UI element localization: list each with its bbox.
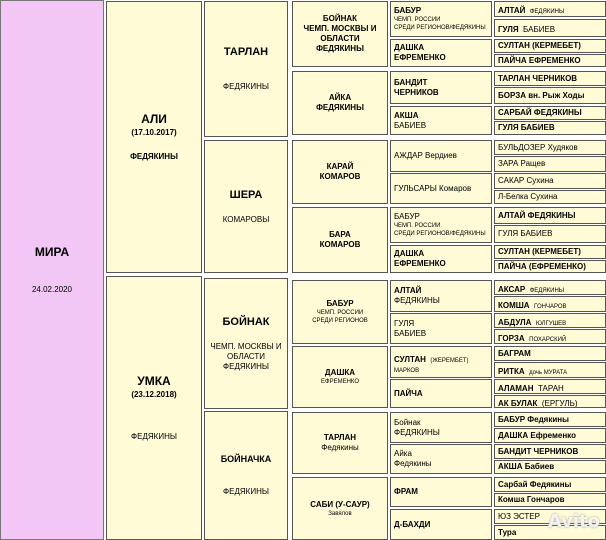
g5-18-owner: ГОНЧАРОВ [534, 304, 567, 310]
gp-tarlan-owner: ФЕДЯКИНЫ [223, 82, 269, 91]
g5-10 [494, 156, 606, 172]
g5-27 [494, 444, 606, 459]
g5-21 [494, 346, 606, 361]
g4-16-name: Д-БАХДИ [394, 519, 431, 529]
g5-22-owner: дочь МУРАТА [529, 370, 568, 376]
sire-owner: ФЕДЯКИНЫ [130, 152, 178, 161]
g5-20 [494, 329, 606, 344]
g5-17-name: АКСАР [498, 284, 526, 294]
subject-dob: 24.02.2020 [31, 285, 73, 294]
ggp-1-name: БОЙНАК [322, 14, 358, 23]
g4-1-title1: ЧЕМП. РОССИИ [394, 17, 441, 23]
g5-13-text: АЛТАЙ ФЕДЯКИНЫ [498, 210, 576, 220]
g4-15 [390, 477, 492, 507]
g5-20-owner: ПОХАРСКИЙ [529, 336, 567, 343]
g5-9-text: БУЛЬДОЗЕР Худяков [498, 142, 578, 152]
g5-17 [494, 280, 606, 295]
g4-4-name: АКША [394, 110, 419, 120]
ggp-6-owner: ЕФРЕМЕНКО [321, 379, 359, 385]
g4-11-row [394, 349, 469, 367]
sire-name: АЛИ [141, 112, 167, 126]
gp-shera-owner: КОМАРОВЫ [222, 214, 270, 224]
g4-11-suffix: (ЖЕРЕМБЕТ) [430, 358, 469, 364]
g5-4 [494, 54, 606, 67]
g5-17-row [498, 280, 564, 295]
g5-29-text: Сарбай Федякины [498, 479, 572, 489]
g5-15-text: СУЛТАН (КЕРМЕБЕТ) [498, 247, 581, 256]
g5-3-text: СУЛТАН (КЕРМЕБЕТ) [498, 41, 581, 50]
g4-7 [390, 207, 492, 243]
g5-11 [494, 173, 606, 189]
g4-1-name: БАБУР [394, 6, 422, 15]
g4-10 [390, 313, 492, 344]
g5-32-text: Тура [498, 527, 517, 537]
g5-19-row [498, 313, 566, 328]
ggp-5-title1: ЧЕМП. РОССИИ [316, 310, 364, 316]
g4-11-name: СУЛТАН [394, 355, 426, 364]
g5-23 [494, 379, 606, 394]
subject-cell [0, 0, 104, 540]
g5-2-row [498, 19, 555, 37]
g4-14-name: Айка [394, 449, 412, 458]
g5-2 [494, 19, 606, 37]
g4-8 [390, 245, 492, 273]
ggp-5-name: БАБУР [326, 299, 354, 308]
g5-10-text: ЗАРА Ращев [498, 159, 546, 168]
g5-24-name: АК БУЛАК [498, 398, 538, 408]
g4-12-name: ПАЙЧА [394, 388, 423, 398]
g4-13-name: Бойнак [394, 417, 421, 427]
g4-10-owner: БАБИЕВ [394, 328, 427, 338]
g5-18-row [498, 296, 567, 312]
g4-4 [390, 106, 492, 135]
g5-18 [494, 296, 606, 312]
gp-boynak-title1: ЧЕМП. МОСКВЫ И [210, 341, 282, 351]
g4-6-text: ГУЛЬСАРЫ Комаров [394, 183, 472, 193]
g5-19-owner: ЮЛГУШЕВ [535, 320, 567, 327]
g5-7-text: САРБАЙ ФЕДЯКИНЫ [498, 108, 582, 117]
g5-9 [494, 140, 606, 155]
g5-19 [494, 313, 606, 328]
g5-23-owner: ТАРАН [537, 383, 564, 393]
ggp-3-owner: КОМАРОВ [319, 172, 361, 181]
subject-name: МИРА [34, 245, 70, 259]
g5-8 [494, 121, 606, 135]
g5-2-owner: БАБИЕВ [523, 25, 556, 34]
gp-boynak-name: БОЙНАК [222, 315, 270, 328]
g5-1-row [498, 1, 564, 17]
g5-24 [494, 395, 606, 408]
g4-1 [390, 1, 492, 37]
g4-2-owner: ЕФРЕМЕНКО [394, 53, 446, 62]
sire-cell [106, 1, 202, 273]
g4-7-title2: СРЕДИ РЕГИОНОВ/ФЕДЯКИНЫ [394, 231, 486, 237]
g4-14 [390, 444, 492, 474]
g4-13-owner: ФЕДЯКИНЫ [394, 427, 440, 437]
g5-16 [494, 260, 606, 273]
g5-28-text: АКША Бабиев [498, 462, 555, 471]
g5-15 [494, 245, 606, 259]
g5-11-text: САКАР Сухина [498, 176, 554, 185]
g5-12-text: Л-Белка Сухина [498, 192, 558, 201]
dam-owner: ФЕДЯКИНЫ [131, 432, 177, 441]
gp-boynak-owner: ФЕДЯКИНЫ [223, 361, 269, 371]
ggp-8-name: САБИ (У-САУР) [310, 499, 370, 509]
g4-6 [390, 173, 492, 204]
g4-7-name: БАБУР [394, 212, 420, 221]
g4-9-name: АЛТАЙ [394, 286, 422, 295]
g4-2 [390, 39, 492, 67]
g5-30-text: Комша Гончаров [498, 495, 565, 504]
gp-boynachka-owner: ФЕДЯКИНЫ [223, 487, 269, 496]
avito-watermark: Avito [547, 511, 600, 532]
g4-3 [390, 71, 492, 104]
g5-2-name: ГУЛЯ [498, 25, 519, 34]
g5-17-owner: ФЕДЯКИНЫ [529, 287, 565, 294]
ggp-7-name: ТАРЛАН [323, 433, 357, 442]
g5-21-text: БАГРАМ [498, 348, 531, 358]
g4-13 [390, 412, 492, 443]
g5-12 [494, 190, 606, 204]
ggp-4-name: БАРА [329, 230, 351, 239]
dam-dob: (23.12.2018) [131, 390, 177, 399]
g5-26-text: ДАШКА Ефременко [498, 430, 576, 440]
g5-19-name: АБДУЛА [498, 317, 532, 327]
g4-3-owner: ЧЕРНИКОВ [394, 87, 439, 97]
g5-6 [494, 87, 606, 104]
sire-dob: (17.10.2017) [131, 128, 177, 137]
ggp-4 [292, 207, 388, 273]
g5-23-row [498, 379, 564, 394]
g4-9 [390, 280, 492, 312]
g5-7 [494, 106, 606, 120]
g4-5 [390, 140, 492, 172]
g4-4-owner: БАБИЕВ [394, 120, 427, 130]
ggp-7 [292, 412, 388, 474]
g5-30 [494, 493, 606, 507]
gp-boynachka [204, 411, 288, 540]
g5-25-text: БАБУР Федякины [498, 414, 569, 424]
ggp-4-owner: КОМАРОВ [319, 240, 361, 249]
gp-shera-name: ШЕРА [229, 188, 263, 201]
gp-boynak-title2: ОБЛАСТИ [226, 351, 266, 361]
g4-5-text: АЖДАР Вердиев [394, 151, 457, 160]
g5-4-text: ПАЙЧА ЕФРЕМЕНКО [498, 55, 581, 65]
g5-22-name: РИТКА [498, 367, 525, 376]
g5-20-name: ГОРЗА [498, 333, 525, 343]
g4-1-title2: СРЕДИ РЕГИОНОВ/ФЕДЯКИНЫ [394, 25, 486, 31]
g4-10-name: ГУЛЯ [394, 318, 415, 328]
g4-11-owner: МАРКОВ [394, 368, 420, 374]
g4-2-name: ДАШКА [394, 43, 425, 52]
g5-14 [494, 225, 606, 243]
ggp-1-title2: ОБЛАСТИ [320, 34, 360, 43]
g5-25 [494, 412, 606, 427]
ggp-3 [292, 140, 388, 204]
g5-24-row [498, 395, 578, 408]
g5-5-text: ТАРЛАН ЧЕРНИКОВ [498, 73, 578, 83]
dam-name: УМКА [137, 374, 171, 388]
g4-8-name: ДАШКА [394, 249, 425, 258]
g4-9-owner: ФЕДЯКИНЫ [394, 296, 440, 305]
ggp-1-title1: ЧЕМП. МОСКВЫ И [303, 24, 377, 33]
gp-boynak [204, 278, 288, 409]
g4-16 [390, 509, 492, 540]
g5-5 [494, 71, 606, 86]
g5-16-text: ПАЙЧА (ЕФРЕМЕНКО) [498, 261, 586, 271]
g5-6-text: БОРЗА вн. Рыж Ходы [498, 90, 585, 100]
ggp-1-owner: ФЕДЯКИНЫ [316, 44, 364, 53]
g5-1-owner: ФЕДЯКИНЫ [529, 9, 565, 15]
dam-cell [106, 276, 202, 540]
ggp-5 [292, 280, 388, 344]
g5-1-name: АЛТАЙ [498, 6, 526, 15]
ggp-1 [292, 1, 388, 67]
g4-15-name: ФРАМ [394, 487, 418, 496]
g5-22-row [498, 362, 567, 378]
g5-28 [494, 460, 606, 474]
ggp-2-owner: ФЕДЯКИНЫ [316, 103, 364, 112]
gp-boynachka-name: БОЙНАЧКА [220, 454, 272, 464]
g5-1 [494, 1, 606, 17]
g5-3 [494, 39, 606, 53]
g5-26 [494, 428, 606, 443]
gp-shera [204, 140, 288, 273]
ggp-8-owner: Завялов [328, 510, 352, 517]
ggp-2 [292, 71, 388, 135]
g5-24-owner: (ЕРГУЛЬ) [541, 398, 578, 408]
gp-tarlan-name: ТАРЛАН [223, 46, 269, 58]
g4-12 [390, 379, 492, 408]
g4-8-owner: ЕФРЕМЕНКО [394, 259, 446, 268]
ggp-2-name: АЙКА [328, 93, 352, 102]
g5-27-text: БАНДИТ ЧЕРНИКОВ [498, 446, 579, 456]
g5-20-row [498, 329, 566, 344]
g4-14-owner: Федякины [394, 459, 432, 468]
g5-8-text: ГУЛЯ БАБИЕВ [498, 123, 555, 132]
g4-7-title1: ЧЕМП. РОССИИ [394, 223, 441, 229]
g5-22 [494, 362, 606, 378]
gp-tarlan [204, 1, 288, 137]
g5-23-name: АЛАМАН [498, 383, 534, 393]
g5-18-name: КОМША [498, 301, 530, 310]
g5-31-text: ЮЗ ЭСТЕР [498, 511, 540, 521]
ggp-8 [292, 477, 388, 540]
ggp-7-owner: Федякины [321, 443, 359, 452]
g5-13 [494, 207, 606, 224]
g5-14-text: ГУЛЯ БАБИЕВ [498, 229, 553, 238]
g5-29 [494, 477, 606, 492]
ggp-6-name: ДАШКА [324, 368, 356, 377]
ggp-5-title2: СРЕДИ РЕГИОНОВ [312, 318, 368, 324]
g4-11 [390, 346, 492, 378]
ggp-6 [292, 346, 388, 408]
ggp-3-name: КАРАЙ [326, 162, 354, 171]
g4-3-name: БАНДИТ [394, 77, 428, 87]
